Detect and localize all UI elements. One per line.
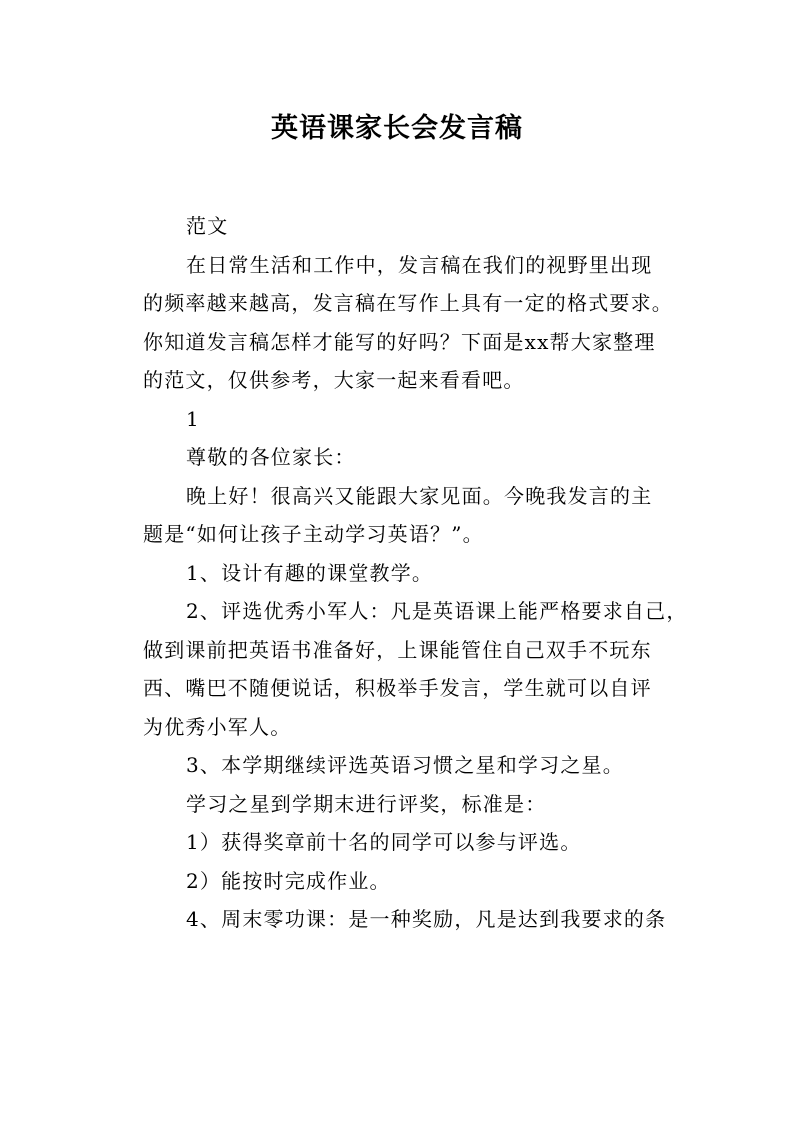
criteria-item-2: 2）能按时完成作业。: [186, 868, 391, 893]
point-2-line-3: 西、嘴巴不随便说话，积极举手发言，学生就可以自评: [143, 676, 652, 700]
point-3: 3、本学期继续评选英语习惯之星和学习之星。: [186, 753, 624, 777]
intro-line-1: 在日常生活和工作中，发言稿在我们的视野里出现: [186, 252, 653, 277]
salutation: 尊敬的各位家长：: [186, 445, 356, 469]
intro-line-2: 的频率越来越高，发言稿在写作上具有一定的格式要求。: [143, 291, 673, 315]
point-2-line-2: 做到课前把英语书准备好，上课能管住自己双手不玩东: [143, 637, 652, 662]
document-title: 英语课家长会发言稿: [271, 113, 523, 144]
point-2-line-4: 为优秀小军人。: [143, 714, 292, 739]
point-1: 1、设计有趣的课堂教学。: [186, 560, 434, 585]
point-4-line-1: 4、周末零功课：是一种奖励，凡是达到我要求的条: [186, 907, 667, 931]
section-number: 1: [186, 406, 200, 431]
star-criteria-intro: 学习之星到学期末进行评奖，标准是：: [186, 791, 547, 816]
criteria-item-1: 1）获得奖章前十名的同学可以参与评选。: [186, 830, 582, 854]
greeting-line-1: 晚上好！很高兴又能跟大家见面。今晚我发言的主: [186, 483, 653, 508]
greeting-line-2: 题是“如何让孩子主动学习英语？”。: [143, 522, 484, 546]
point-2-line-1: 2、评选优秀小军人：凡是英语课上能严格要求自己，: [186, 599, 688, 623]
document-body: [143, 207, 688, 939]
intro-line-3: 你知道发言稿怎样才能写的好吗？下面是xx帮大家整理: [143, 329, 656, 354]
paragraph-heading-fanwen: 范文: [186, 214, 229, 238]
intro-line-4: 的范文，仅供参考，大家一起来看看吧。: [143, 368, 525, 392]
